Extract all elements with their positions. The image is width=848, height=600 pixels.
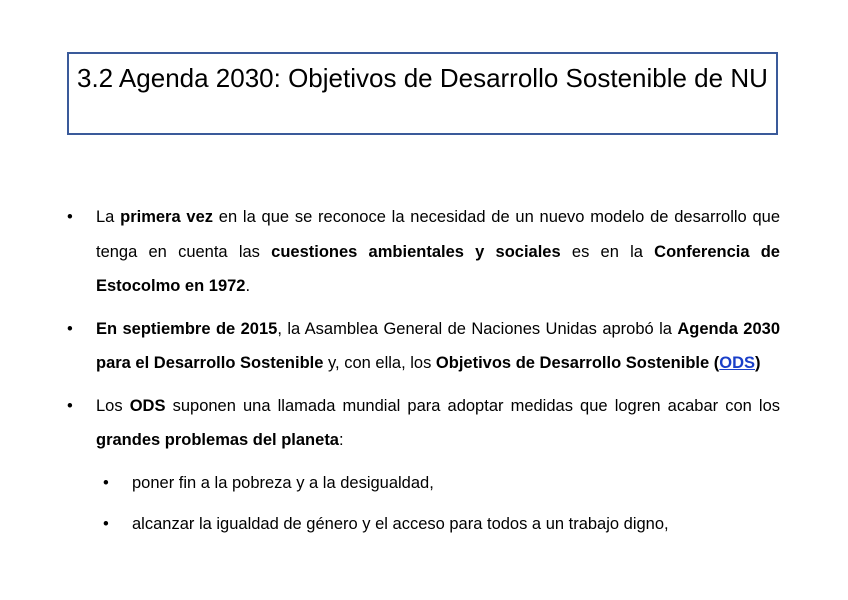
bullet-dot: • bbox=[67, 319, 73, 338]
bullet-text: La bbox=[96, 208, 121, 226]
bullet-text-bold: ODS bbox=[129, 396, 166, 415]
bullet-text: . bbox=[245, 277, 251, 295]
bullet-text-bold: Agenda 2030 para el Desarrollo Sostenible bbox=[96, 319, 781, 372]
bullet-text: Los bbox=[96, 396, 130, 415]
bullet-estocolmo bbox=[67, 200, 780, 304]
bullet-text: , la Asamblea General de Naciones Unidas aprobó la bbox=[277, 319, 678, 338]
bullet-text-bold: cuestiones ambientales y sociales bbox=[271, 242, 561, 261]
bullet-text-bold: Conferencia de Estocolmo en 1972 bbox=[96, 242, 780, 295]
bullet-text: : bbox=[339, 431, 344, 449]
bullet-agenda-2030 bbox=[67, 312, 780, 381]
sub-bullet-text: alcanzar la igualdad de género y el acceso para todos a un trabajo digno, bbox=[132, 515, 669, 533]
sub-bullet-pobreza bbox=[67, 466, 780, 501]
slide-title-box bbox=[67, 52, 778, 135]
slide-title: 3.2 Agenda 2030: Objetivos de Desarrollo Sostenible de NU bbox=[77, 63, 768, 93]
sub-bullet-text: poner fin a la pobreza y a la desigualdad, bbox=[132, 473, 434, 492]
bullet-text-bold: primera vez bbox=[120, 208, 214, 226]
sub-bullet-dot: • bbox=[103, 473, 109, 492]
bullet-text: es en la bbox=[560, 242, 655, 261]
sub-bullet-dot: • bbox=[103, 515, 109, 533]
bullet-text-bold: ) bbox=[755, 354, 761, 372]
sub-bullet-igualdad bbox=[67, 507, 780, 542]
slide-body bbox=[67, 200, 780, 549]
bullet-text: y, con ella, los bbox=[323, 354, 436, 372]
bullet-text-bold: En septiembre de 2015 bbox=[96, 319, 278, 338]
bullet-ods-llamada bbox=[67, 389, 780, 458]
bullet-text: en la que se reconoce la necesidad de un nuevo modelo de desarrollo que tenga en cuenta las bbox=[96, 208, 781, 261]
bullet-dot: • bbox=[67, 208, 73, 226]
bullet-text: suponen una llamada mundial para adoptar medidas que logren acabar con los bbox=[165, 396, 781, 415]
bullet-text-bold: grandes problemas del planeta bbox=[96, 431, 339, 449]
bullet-text-bold: Objetivos de Desarrollo Sostenible ( bbox=[435, 354, 720, 372]
ods-link[interactable]: ODS bbox=[719, 354, 756, 372]
bullet-dot: • bbox=[67, 396, 73, 415]
